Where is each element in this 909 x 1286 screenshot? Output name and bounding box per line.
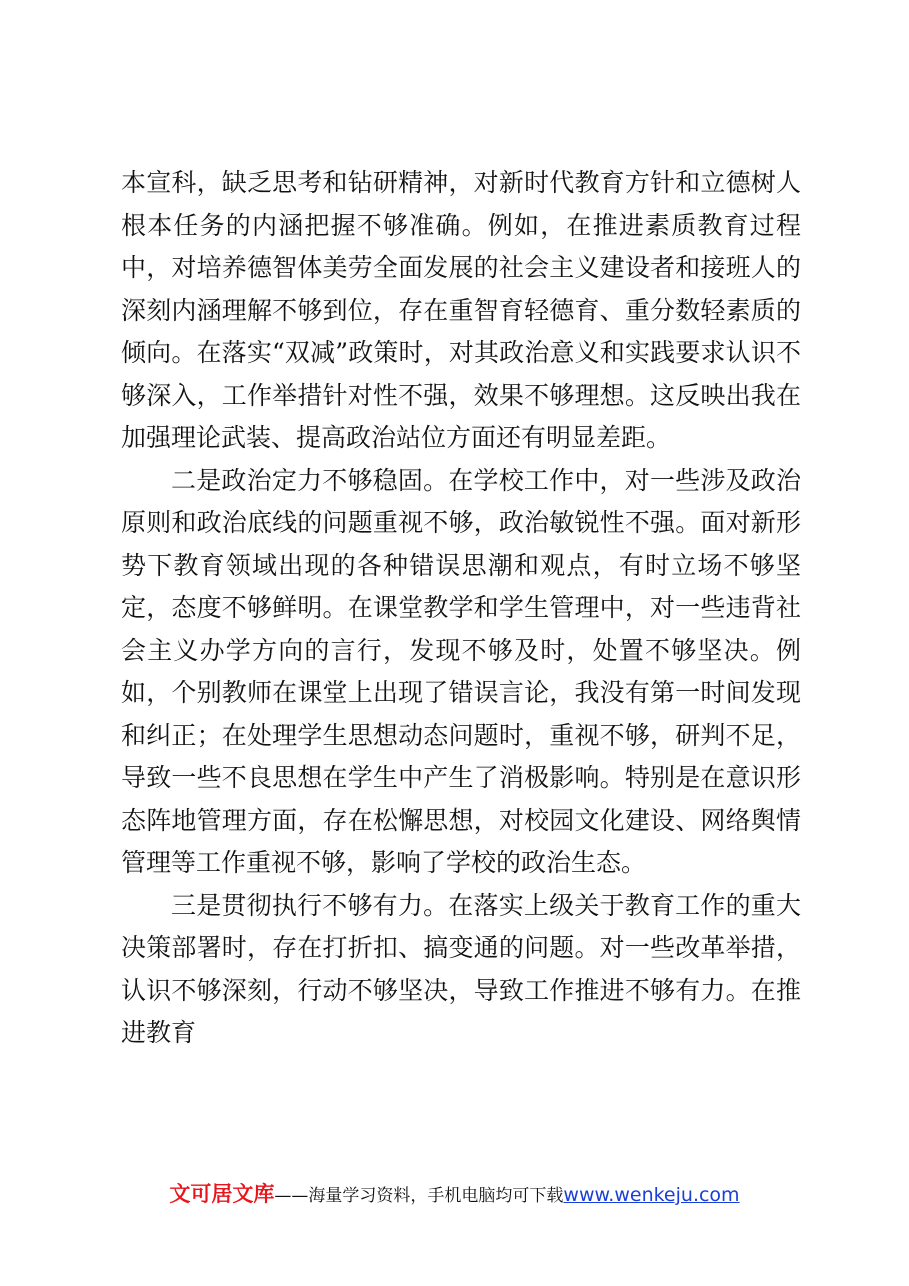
document-body	[121, 162, 801, 1055]
footer-tagline: ——海量学习资料，手机电脑均可下载	[274, 1186, 564, 1206]
paragraph-1: 本宣科，缺乏思考和钻研精神，对新时代教育方针和立德树人根本任务的内涵把握不够准确。例如，在推进素质教育过程中，对培养德智体美劳全面发展的社会主义建设者和接班人的深刻内涵理解不够到位，存在重智育轻德育、重分数轻素质的倾向。在落实“双减”政策时，对其政治意义和实践要求认识不够深入，工作举措针对性不强，效果不够理想。这反映出我在加强理论武装、提高政治站位方面还有明显差距。	[121, 168, 801, 452]
page-footer	[0, 1178, 909, 1208]
footer-brand: 文可居文库	[169, 1182, 275, 1206]
paragraph-3: 三是贯彻执行不够有力。在落实上级关于教育工作的重大决策部署时，存在打折扣、搞变通的问题。对一些改革举措，认识不够深刻，行动不够坚决，导致工作推进不够有力。在推进教育	[121, 890, 801, 1047]
footer-site-link[interactable]: www.wenkeju.com	[563, 1184, 740, 1206]
paragraph-2: 二是政治定力不够稳固。在学校工作中，对一些涉及政治原则和政治底线的问题重视不够，政治敏锐性不强。面对新形势下教育领域出现的各种错误思潮和观点，有时立场不够坚定，态度不够鲜明。在课堂教学和学生管理中，对一些违背社会主义办学方向的言行，发现不够及时，处置不够坚决。例如，个别教师在课堂上出现了错误言论，我没有第一时间发现和纠正；在处理学生思想动态问题时，重视不够，研判不足，导致一些不良思想在学生中产生了消极影响。特别是在意识形态阵地管理方面，存在松懈思想，对校园文化建设、网络舆情管理等工作重视不够，影响了学校的政治生态。	[121, 465, 801, 877]
